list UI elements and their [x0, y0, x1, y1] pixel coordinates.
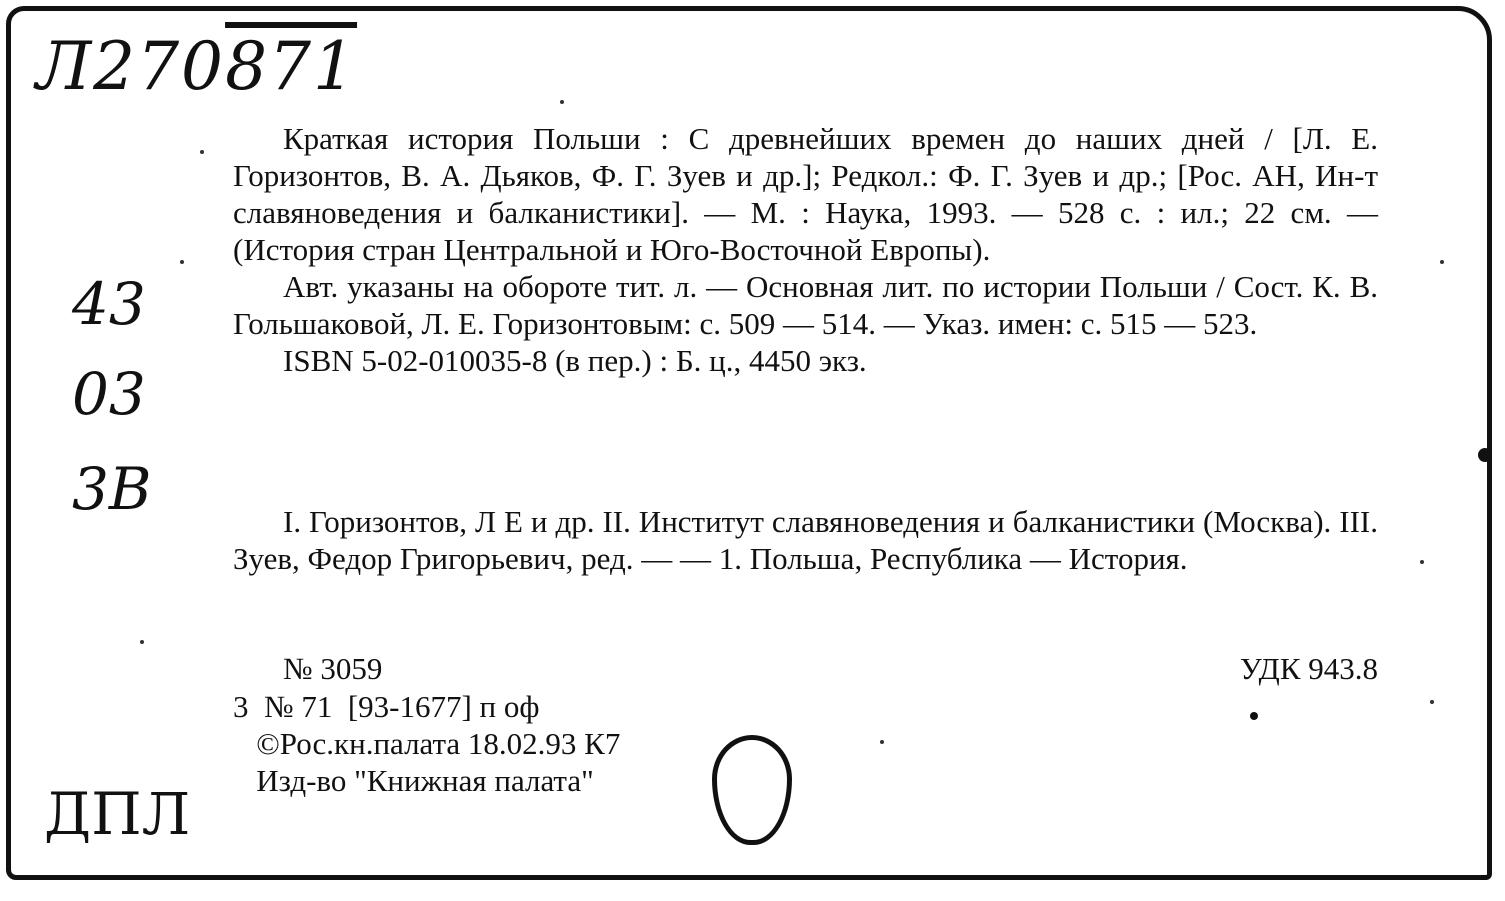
margin-note-1: 43 — [72, 270, 146, 338]
speck — [200, 150, 204, 154]
record-number: № 3059 — [283, 651, 383, 686]
imprint-line: 3 № 71 [93-1677] п оф — [233, 689, 540, 724]
description-paragraph: Авт. указаны на обороте тит. л. — Основная лит. по истории Польши / Сост. К. В. Гольшаковой, Л. Е. Горизонтовым: с. 509 — 514. — Указ. имен: с. 515 — 523. — [233, 269, 1378, 341]
udk-code: УДК 943.8 — [1239, 651, 1378, 686]
description-paragraph: Краткая история Польши : С древнейших времен до наших дней / [Л. Е. Горизонтов, В. А. Дьяков, Ф. Г. Зуев и др.]; Редкол.: Ф. Г. Зуев и др.; [Рос. АН, Ин-т славяноведения и балканистики]. — М. : Наука, 1993. — 528 с. : ил.; 22 см. — (История стран Центральной и Юго-Восточной Европы). — [233, 121, 1378, 267]
speck — [560, 100, 564, 104]
margin-note-3: 3B — [72, 455, 152, 523]
imprint-line: ©Рос.кн.палата 18.02.93 К7 — [233, 726, 621, 761]
speck — [1420, 560, 1424, 564]
isbn-line: ISBN 5-02-010035-8 (в пер.) : Б. ц., 4450 экз. — [283, 343, 867, 378]
ink-dot — [1250, 712, 1258, 720]
signature: ДПЛ — [44, 780, 191, 848]
speck — [1440, 260, 1444, 264]
speck — [180, 260, 184, 264]
imprint-block — [233, 688, 620, 799]
speck — [1430, 700, 1434, 704]
tracings-text: I. Горизонтов, Л Е и др. II. Институт славяноведения и балканистики (Москва). III. Зуев, Федор Григорьевич, ред. — — 1. Польша, Республика — История. — [233, 504, 1378, 576]
speck — [880, 740, 884, 744]
imprint-line: Изд-во "Книжная палата" — [233, 763, 594, 798]
call-number-over: 871 — [225, 28, 358, 105]
bibliographic-description — [233, 120, 1378, 379]
call-number — [36, 28, 357, 105]
speck — [140, 640, 144, 644]
ink-dot — [1478, 448, 1492, 462]
tracings — [233, 503, 1378, 577]
call-number-main: Л270 — [36, 28, 226, 105]
margin-note-2: 03 — [72, 360, 146, 428]
